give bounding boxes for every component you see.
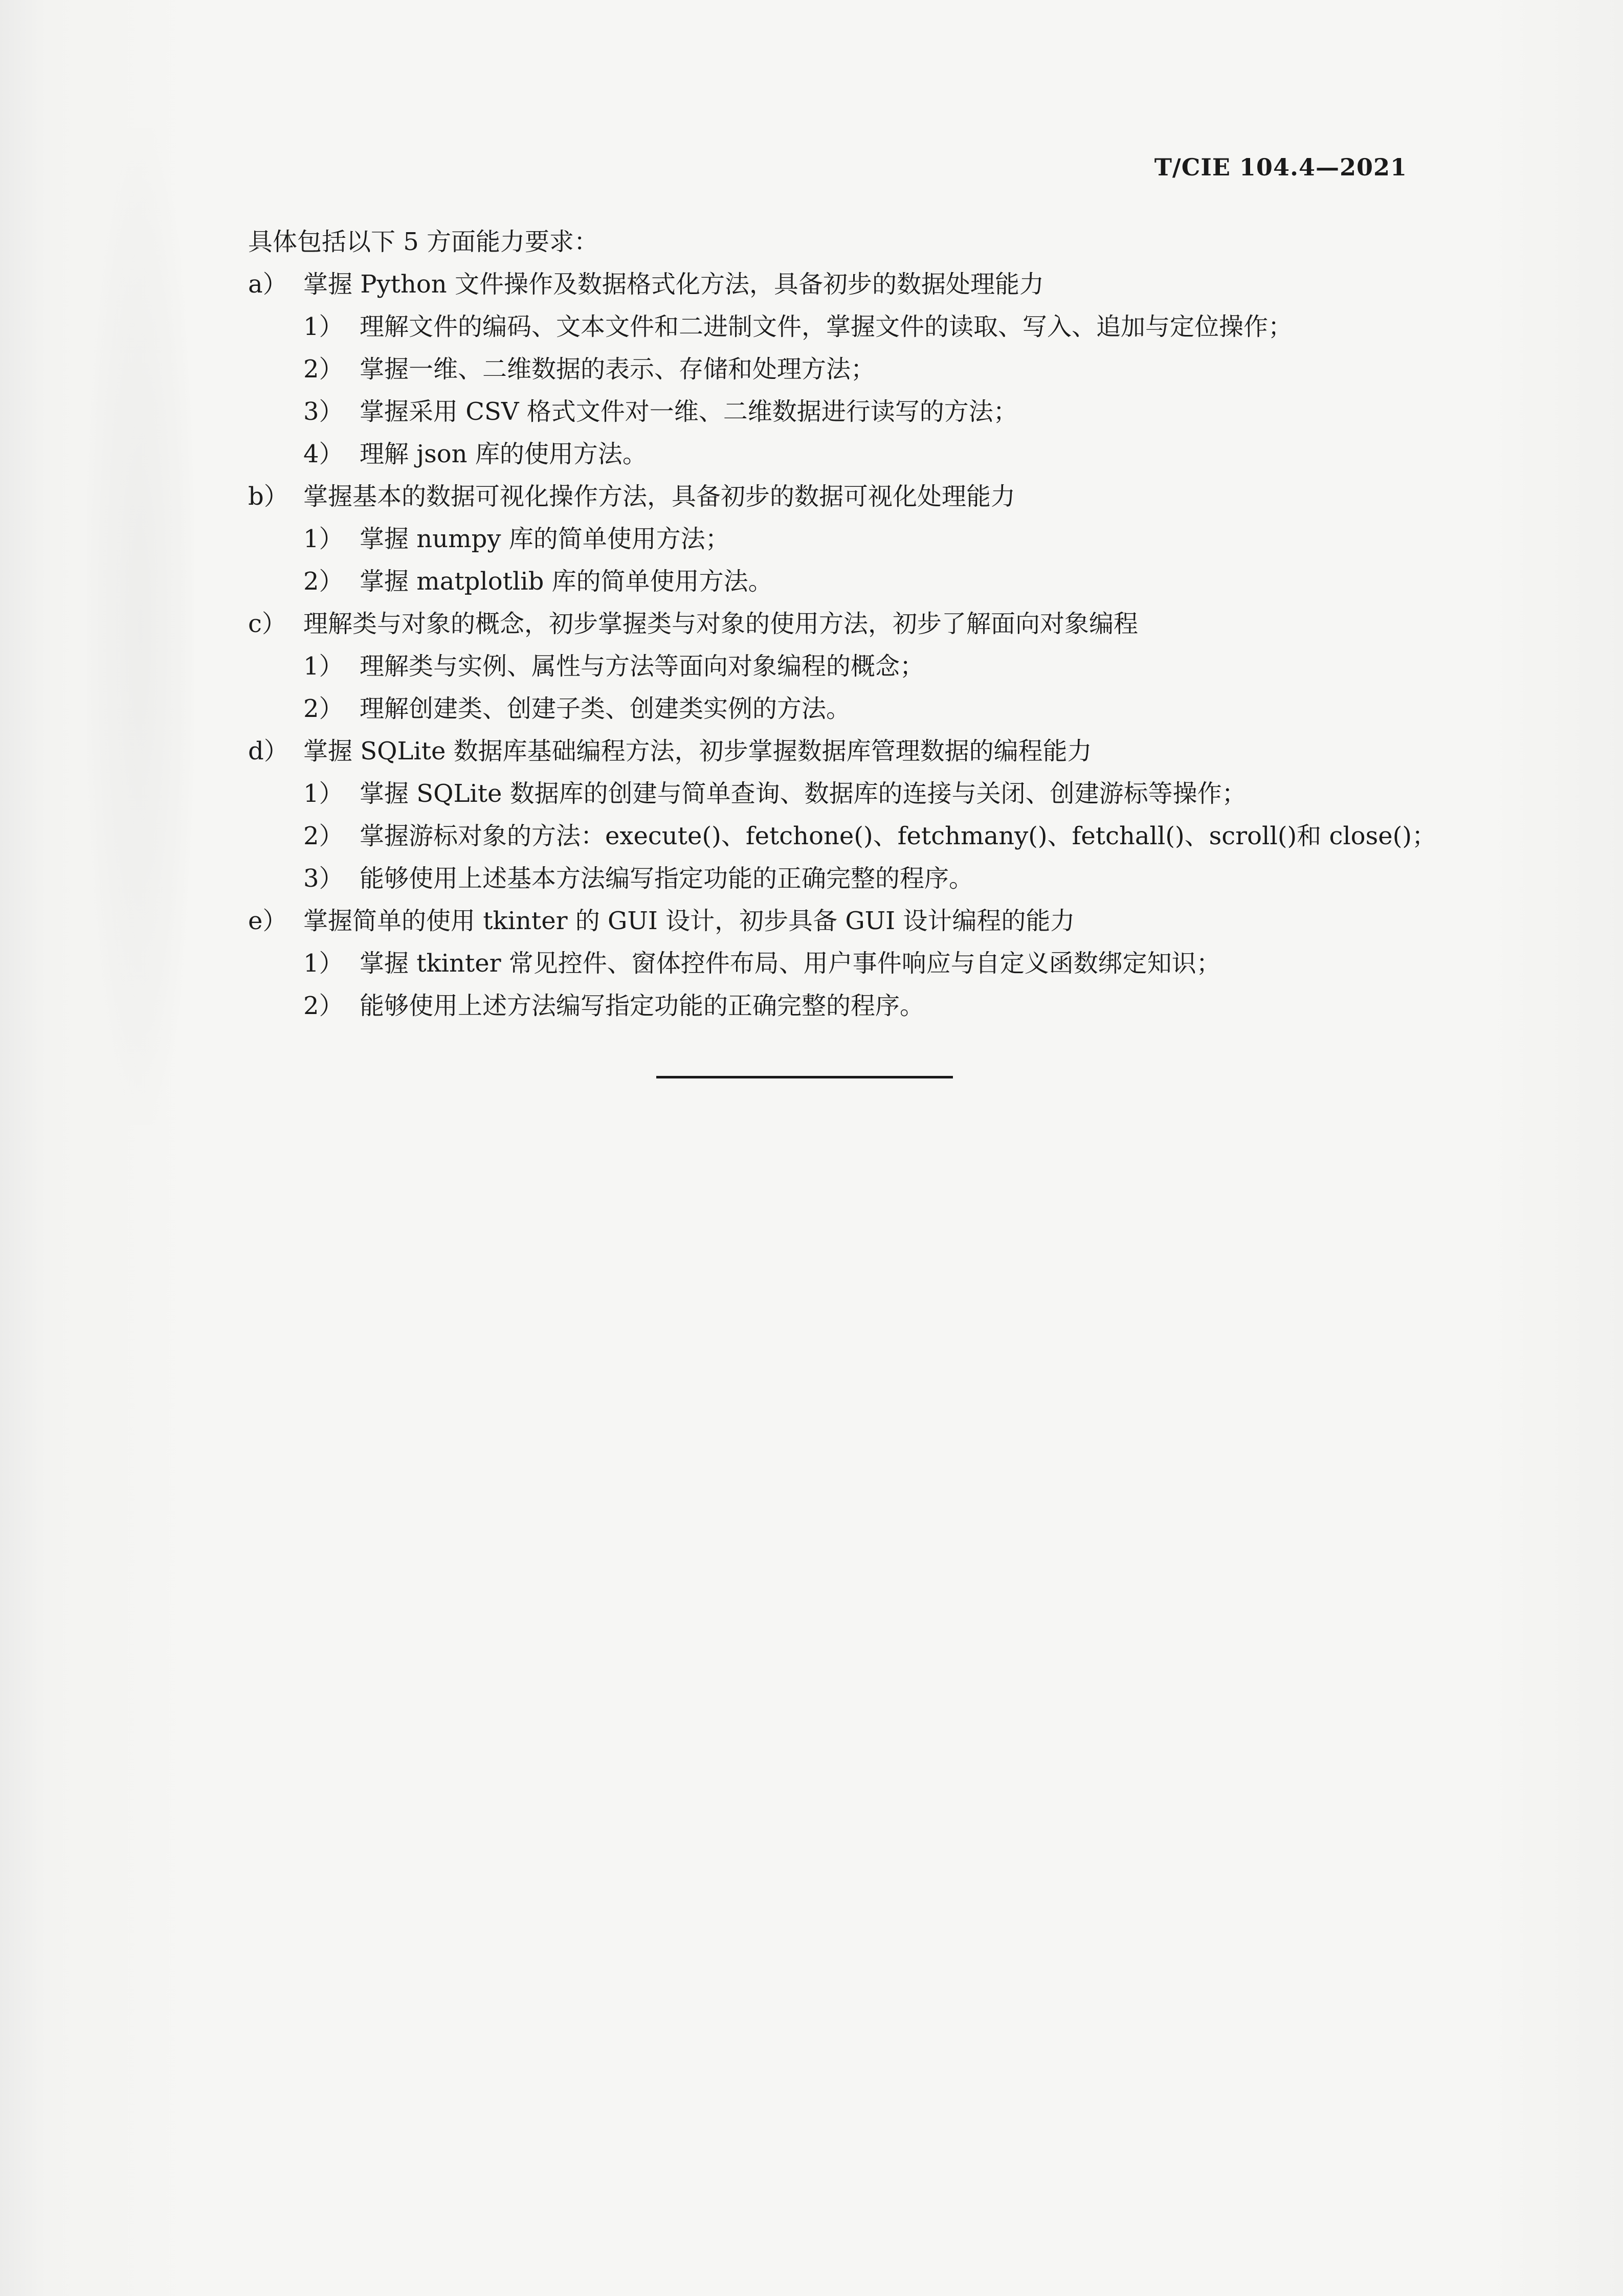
- sub-item-text: 能够使用上述方法编写指定功能的正确完整的程序。: [360, 992, 925, 1020]
- sub-item-d-3: [248, 858, 1440, 900]
- list-item-text: 掌握简单的使用 tkinter 的 GUI 设计，初步具备 GUI 设计编程的能力: [303, 907, 1075, 935]
- sub-item-text: 理解 json 库的使用方法。: [360, 440, 647, 468]
- sub-marker: 2）: [303, 355, 344, 384]
- sub-item-a-1: [248, 306, 1440, 348]
- sub-marker: 1）: [303, 525, 344, 553]
- sub-item-text: 掌握 numpy 库的简单使用方法；: [360, 525, 730, 553]
- list-item-b: [248, 476, 1440, 518]
- sub-marker: 3）: [303, 864, 344, 893]
- list-item-a: [248, 263, 1440, 306]
- sub-item-c-1: [248, 645, 1440, 688]
- list-marker: e）: [248, 907, 287, 935]
- list-item-e: [248, 900, 1440, 942]
- sub-marker: 1）: [303, 312, 344, 341]
- sub-item-b-1: [248, 518, 1440, 560]
- list-marker: c）: [248, 610, 286, 638]
- sub-item-b-2: [248, 560, 1440, 603]
- list-marker: d）: [248, 737, 288, 766]
- sub-marker: 2）: [303, 992, 344, 1020]
- sub-item-text: 掌握 tkinter 常见控件、窗体控件布局、用户事件响应与自定义函数绑定知识；: [360, 949, 1221, 978]
- end-of-document-rule: [656, 1076, 953, 1078]
- sub-marker: 4）: [303, 440, 344, 468]
- sub-item-text: 掌握 SQLite 数据库的创建与简单查询、数据库的连接与关闭、创建游标等操作；: [360, 779, 1247, 808]
- list-item-text: 掌握 SQLite 数据库基础编程方法，初步掌握数据库管理数据的编程能力: [303, 737, 1092, 766]
- sub-item-text: 掌握 matplotlib 库的简单使用方法。: [360, 567, 773, 596]
- sub-item-text: 理解创建类、创建子类、创建类实例的方法。: [360, 694, 851, 723]
- requirements-body: [248, 221, 1440, 1027]
- list-marker: b）: [248, 482, 288, 511]
- list-item-d: [248, 730, 1440, 773]
- sub-item-d-1: [248, 773, 1440, 815]
- list-item-text: 理解类与对象的概念，初步掌握类与对象的使用方法，初步了解面向对象编程: [303, 610, 1139, 638]
- list-marker: a）: [248, 270, 287, 299]
- sub-marker: 3）: [303, 397, 344, 426]
- sub-item-e-2: [248, 985, 1440, 1027]
- sub-item-a-4: [248, 433, 1440, 476]
- sub-item-text: 理解文件的编码、文本文件和二进制文件，掌握文件的读取、写入、追加与定位操作；: [360, 312, 1293, 341]
- sub-marker: 1）: [303, 949, 344, 978]
- sub-marker: 2）: [303, 694, 344, 723]
- list-item-text: 掌握基本的数据可视化操作方法，具备初步的数据可视化处理能力: [303, 482, 1016, 511]
- sub-item-text: 掌握游标对象的方法：execute()、fetchone()、fetchmany()、fetchall()、scroll()和 close()；: [360, 822, 1437, 850]
- sub-item-d-2: [248, 815, 1440, 858]
- list-item-text: 掌握 Python 文件操作及数据格式化方法，具备初步的数据处理能力: [303, 270, 1044, 299]
- scan-shadow: [87, 128, 194, 1125]
- sub-item-text: 掌握采用 CSV 格式文件对一维、二维数据进行读写的方法；: [360, 397, 1018, 426]
- sub-item-text: 理解类与实例、属性与方法等面向对象编程的概念；: [360, 652, 925, 681]
- sub-item-e-1: [248, 942, 1440, 985]
- sub-item-text: 能够使用上述基本方法编写指定功能的正确完整的程序。: [360, 864, 974, 893]
- list-item-c: [248, 603, 1440, 645]
- intro-paragraph: 具体包括以下 5 方面能力要求：: [248, 228, 599, 256]
- sub-item-a-2: [248, 348, 1440, 391]
- sub-item-a-3: [248, 391, 1440, 433]
- sub-marker: 2）: [303, 822, 344, 850]
- sub-marker: 1）: [303, 652, 344, 681]
- sub-item-c-2: [248, 688, 1440, 730]
- sub-item-text: 掌握一维、二维数据的表示、存储和处理方法；: [360, 355, 876, 384]
- sub-marker: 1）: [303, 779, 344, 808]
- standard-number: T/CIE 104.4—2021: [1154, 153, 1407, 181]
- sub-marker: 2）: [303, 567, 344, 596]
